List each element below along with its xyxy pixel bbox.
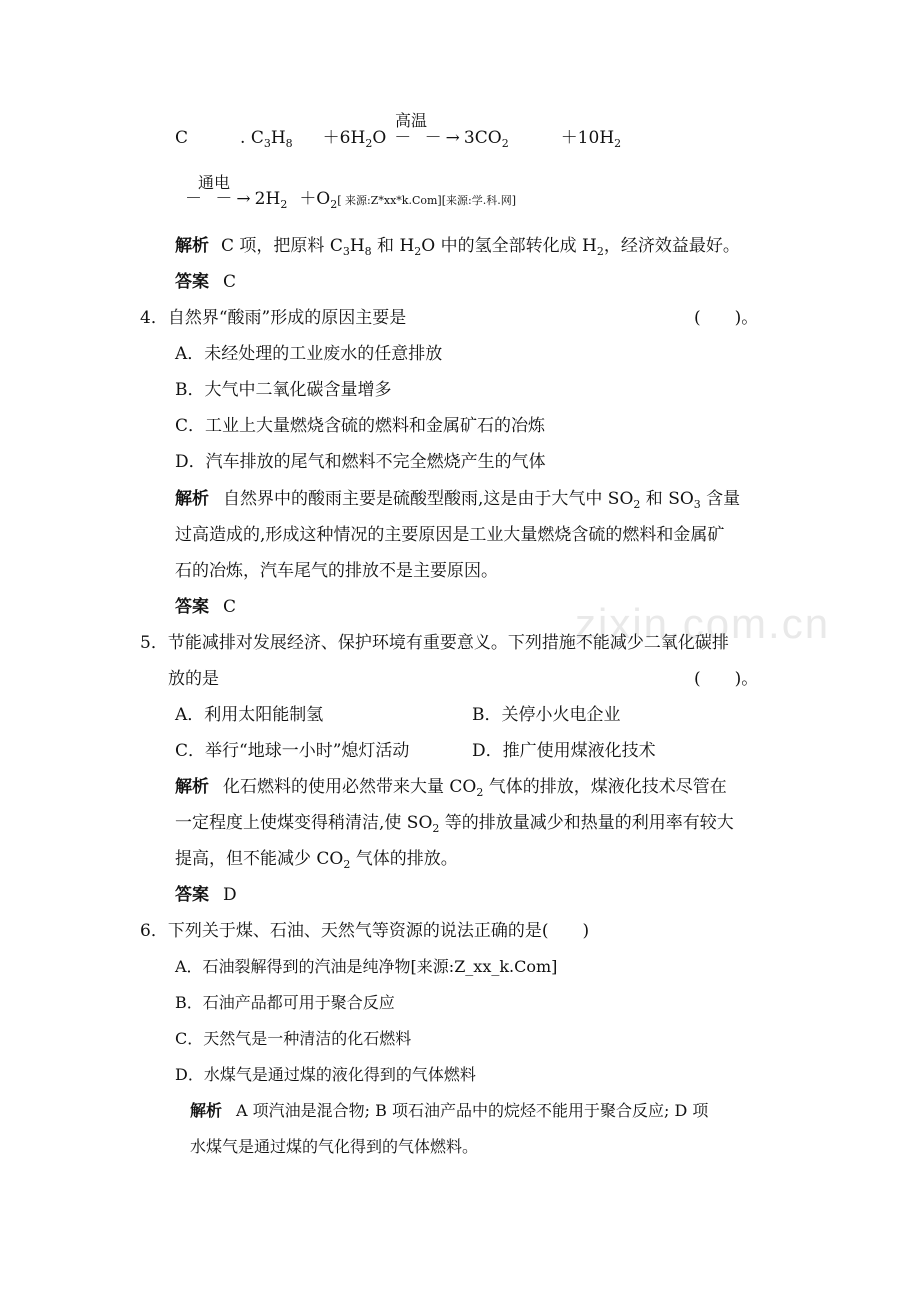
q5-explanation-line-2: 一定程度上使煤变得稍清洁,使 $SO_2$ 等的排放量减少和热量的利用率有较大 (175, 813, 734, 835)
q5-answer: 答案 D (175, 885, 237, 905)
q4-option-b: B．大气中二氧化碳含量增多 (175, 380, 392, 400)
q5-explanation-line-3: 提高，但不能减少 $CO_2$ 气体的排放。 (175, 849, 458, 871)
q6-option-d: D．水煤气是通过煤的液化得到的气体燃料 (175, 1065, 476, 1084)
q5-stem-line-2: 放的是 (168, 669, 219, 689)
q4-answer-blank: ( )。 (694, 308, 759, 328)
q4-explanation-line-1: 解析 自然界中的酸雨主要是硫酸型酸雨,这是由于大气中 $SO_2$ 和 $SO_3$ 含量 (175, 489, 741, 511)
q5-option-a: A．利用太阳能制氢 (175, 705, 324, 725)
q5-option-d: D．推广使用煤液化技术 (472, 741, 656, 761)
q6-option-c: C．天然气是一种清洁的化石燃料 (175, 1029, 412, 1048)
q4-option-a: A．未经处理的工业废水的任意排放 (175, 344, 443, 364)
q5-stem-line-1: 5．节能减排对发展经济、保护环境有重要意义。下列措施不能减少二氧化碳排 (140, 633, 729, 653)
q4-option-c: C．工业上大量燃烧含硫的燃料和金属矿石的冶炼 (175, 416, 546, 436)
source-note: [ 来源:Z*xx*k.Com][来源:学.科.网] (337, 194, 516, 207)
reaction-arrow: － －→ (394, 128, 464, 148)
q6-explanation-line-2: 水煤气是通过煤的气化得到的气体燃料。 (190, 1137, 479, 1156)
condition-electrolysis: 通电 (198, 173, 231, 192)
reaction-arrow: － －→ (185, 189, 255, 209)
q5-answer-blank: ( )。 (694, 669, 759, 689)
q3-answer: 答案 C (175, 272, 237, 292)
q4-answer: 答案 C (175, 597, 237, 617)
watermark: zixin.com.cn (575, 600, 831, 647)
q5-option-c: C．举行“地球一小时”熄灯活动 (175, 741, 410, 761)
q6-option-a: A．石油裂解得到的汽油是纯净物[来源:Z_xx_k.Com] (175, 957, 558, 976)
q4-option-d: D．汽车排放的尾气和燃料不完全燃烧产生的气体 (175, 452, 546, 472)
q5-explanation-line-1: 解析 化石燃料的使用必然带来大量 $CO_2$ 气体的排放，煤液化技术尽管在 (175, 777, 727, 799)
q3-explanation: 解析 C 项，把原料 $C_3H_8$ 和 $H_2O$ 中的氢全部转化成 $H_2$，经济效益最好。 (175, 236, 740, 258)
q3-option-c-equation-2: － $-\to 2H_2 +O_2$[ 来源:Z*xx*k.Com][来源:学.科.网] (185, 189, 516, 211)
q4-explanation-line-2: 过高造成的,形成这种情况的主要原因是工业大量燃烧含硫的燃料和金属矿 (175, 525, 725, 545)
condition-high-temp: 高温 (395, 111, 428, 130)
q4-explanation-line-3: 石的冶炼，汽车尾气的排放不是主要原因。 (175, 561, 498, 581)
q3-option-c-equation-1: C . $C_3H_8 +6H_2O - -\to 3CO_2 +10H_2$ (175, 128, 622, 150)
q6-explanation-line-1: 解析 A 项汽油是混合物; B 项石油产品中的烷烃不能用于聚合反应; D 项 (190, 1101, 709, 1120)
q5-option-b: B．关停小火电企业 (472, 705, 621, 725)
q4-stem: 4．自然界“酸雨”形成的原因主要是 (140, 308, 407, 328)
q6-stem: 6．下列关于煤、石油、天然气等资源的说法正确的是( ) (140, 921, 590, 941)
q6-option-b: B．石油产品都可用于聚合反应 (175, 993, 395, 1012)
